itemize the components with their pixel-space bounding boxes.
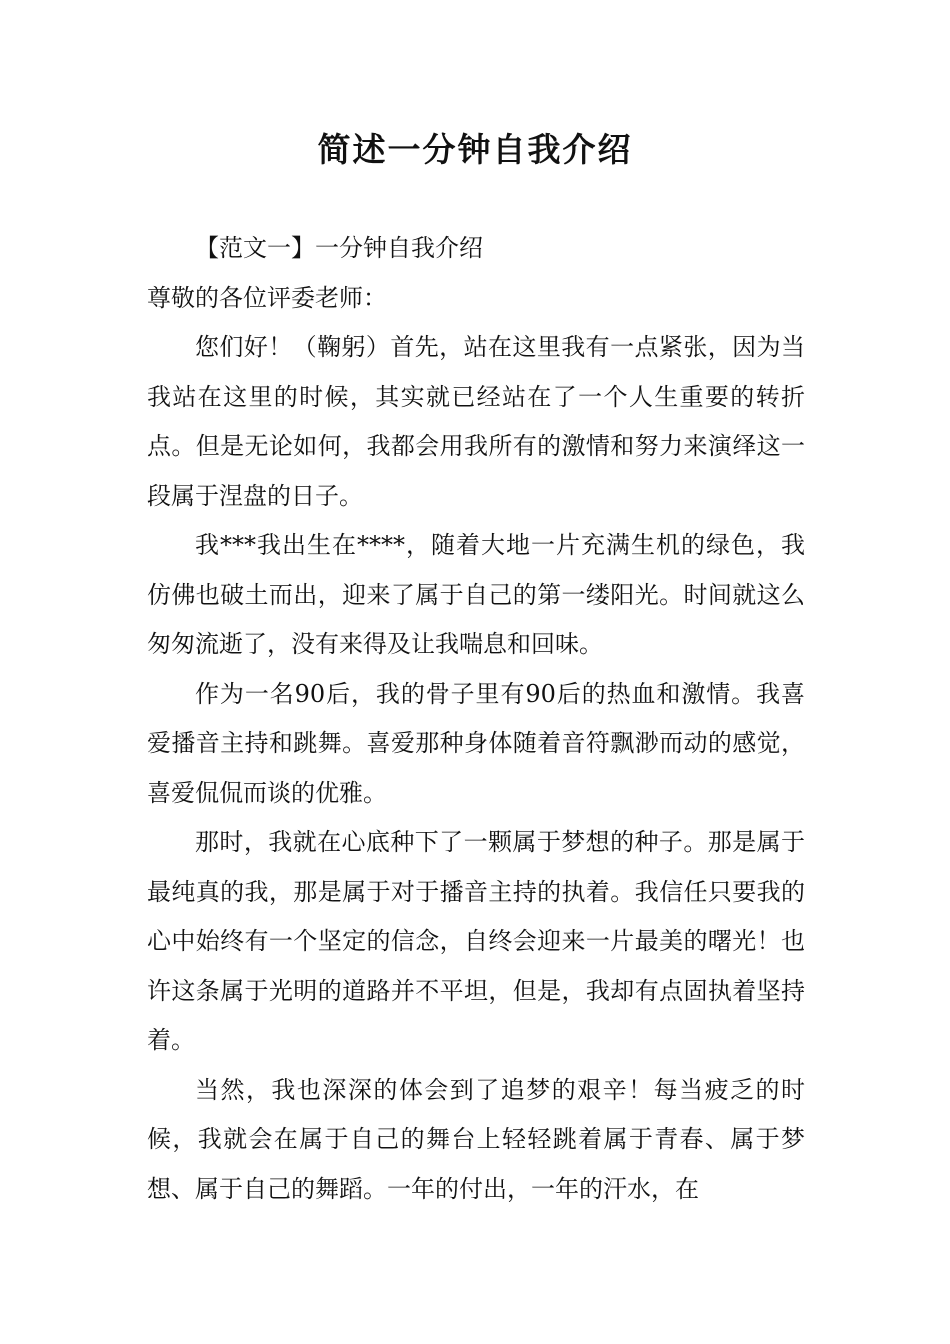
- section-label: 【范文一】一分钟自我介绍: [195, 234, 483, 262]
- salutation: 尊敬的各位评委老师：: [147, 283, 387, 312]
- paragraph-3: 作为一名90后，我的骨子里有90后的热血和激情。我喜爱播音主持和跳舞。喜爱那种身体随着音符飘渺而动的感觉，喜爱侃侃而谈的优雅。: [147, 679, 805, 807]
- paragraph-5: 当然，我也深深的体会到了追梦的艰辛！每当疲乏的时候，我就会在属于自己的舞台上轻轻跳着属于青春、属于梦想、属于自己的舞蹈。一年的付出，一年的汗水，在: [147, 1075, 805, 1203]
- document-body: [147, 224, 805, 1214]
- paragraph-1: 您们好！（鞠躬）首先，站在这里我有一点紧张，因为当我站在这里的时候，其实就已经站在了一个人生重要的转折点。但是无论如何，我都会用我所有的激情和努力来演绎这一段属于涅盘的日子。: [147, 333, 805, 510]
- document-title: 简述一分钟自我介绍: [317, 130, 633, 169]
- paragraph-4: 那时，我就在心底种下了一颗属于梦想的种子。那是属于最纯真的我，那是属于对于播音主持的执着。我信任只要我的心中始终有一个坚定的信念，自终会迎来一片最美的曙光！也许这条属于光明的道路并不平坦，但是，我却有点固执着坚持着。: [147, 828, 805, 1054]
- paragraph-2: 我***我出生在****，随着大地一片充满生机的绿色，我仿佛也破土而出，迎来了属于自己的第一缕阳光。时间就这么匆匆流逝了，没有来得及让我喘息和回味。: [147, 531, 805, 658]
